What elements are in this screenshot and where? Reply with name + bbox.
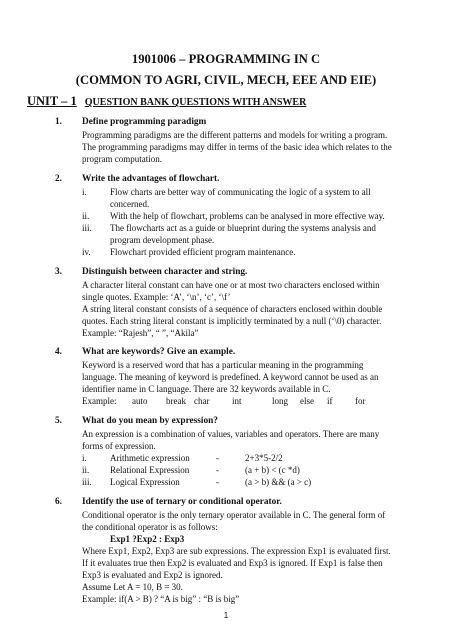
separator-dash: - [216,465,219,475]
question-6-title: Identify the use of ternary or conditional operator. [82,497,282,507]
question-number: 5. [55,416,62,426]
keyword: if [327,396,333,406]
answer-line: The programming paradigms may differ in terms of the basic idea which relates to the [82,142,392,152]
keyword: else [300,396,314,406]
list-number: i. [82,187,87,197]
list-item-text: concerned. [110,199,150,209]
expression-type: Logical Expression [110,477,180,487]
ternary-syntax: Exp1 ?Exp2 : Exp3 [110,534,185,544]
answer-line: Example: if(A > B) ? “A is big” : “B is big” [82,594,240,604]
keyword: break [166,396,186,406]
answer-line: Where Exp1, Exp2, Exp3 are sub expressions. The expression Exp1 is evaluated first. [82,546,391,556]
answer-line: A string literal constant consists of a sequence of characters enclosed within double [82,304,383,314]
unit-heading [27,94,306,109]
list-number: i. [82,453,87,463]
answer-line: single quotes. Example: ‘A’, ‘\n’, ‘c’, ‘\f’ [82,292,231,302]
answer-line: Programming paradigms are the different patterns and models for writing a program. [82,130,388,140]
list-number: ii. [82,465,90,475]
unit-number: UNIT – 1 [27,94,77,108]
keyword: for [355,396,366,406]
page-number: 1 [223,611,229,620]
separator-dash: - [216,477,219,487]
answer-line: Example: “Rajesh”, “ ”, “Akila” [82,328,199,338]
list-number: iii. [82,477,92,487]
question-5-title: What do you mean by expression? [82,416,218,426]
list-item-text: The flowcharts act as a guide or blueprint during the systems analysis and [110,223,376,233]
expression-example: 2+3*5-2/2 [245,453,283,463]
separator-dash: - [216,453,219,463]
document-title: 1901006 – PROGRAMMING IN C [131,52,321,66]
answer-line: Assume Let A = 10, B = 30. [82,582,183,592]
answer-line: Exp3 is evaluated and Exp2 is ignored. [82,570,223,580]
question-number: 4. [55,347,62,357]
question-number: 2. [55,174,62,184]
list-number: iii. [82,223,92,233]
answer-line: quotes. Each string literal constant is implicitly terminated by a null (‘\0) character. [82,316,382,326]
keyword: long [272,396,289,406]
list-item-text: With the help of flowchart, problems can be analysed in more effective way. [110,211,385,221]
question-number: 3. [55,267,62,277]
answer-line: program computation. [82,154,162,164]
answer-line: Conditional operator is the only ternary operator available in C. The general form of [82,510,386,520]
keyword: auto [132,396,148,406]
answer-line: forms of expression. [82,441,156,451]
question-number: 1. [55,117,62,127]
example-label: Example: [82,396,117,406]
expression-type: Arithmetic expression [110,453,190,463]
answer-line: A character literal constant can have one or at most two characters enclosed within [82,280,380,290]
list-number: iv. [82,247,91,257]
question-number: 6. [55,497,62,507]
list-item-text: Flowchart provided efficient program maintenance. [110,247,296,257]
answer-line: Keyword is a reserved word that has a particular meaning in the programming [82,360,364,370]
expression-example: (a > b) && (a > c) [245,477,312,487]
document-subtitle: (COMMON TO AGRI, CIVIL, MECH, EEE AND EIE) [75,73,377,87]
question-1-title: Define programming paradigm [82,117,207,127]
answer-line: identifier name in C language. There are 32 keywords available in C. [82,384,331,394]
question-4-title: What are keywords? Give an example. [82,347,236,357]
expression-type: Relational Expression [110,465,190,475]
keyword: int [232,396,242,406]
list-number: ii. [82,211,90,221]
question-2-title: Write the advantages of flowchart. [82,174,220,184]
answer-line: If it evaluates true then Exp2 is evaluated and Exp3 is ignored. If Exp1 is false then [82,558,383,568]
answer-line: language. The meaning of keyword is predefined. A keyword cannot be used as an [82,372,379,382]
list-item-text: Flow charts are better way of communicating the logic of a system to all [110,187,371,197]
answer-line: the conditional operator is as follows: [82,522,218,532]
expression-example: (a + b) < (c *d) [245,465,300,475]
answer-line: An expression is a combination of values, variables and operators. There are many [82,429,380,439]
keyword: char [194,396,210,406]
question-3-title: Distinguish between character and string. [82,267,248,277]
list-item-text: program development phase. [110,235,215,245]
unit-subtitle: QUESTION BANK QUESTIONS WITH ANSWER [84,97,307,108]
